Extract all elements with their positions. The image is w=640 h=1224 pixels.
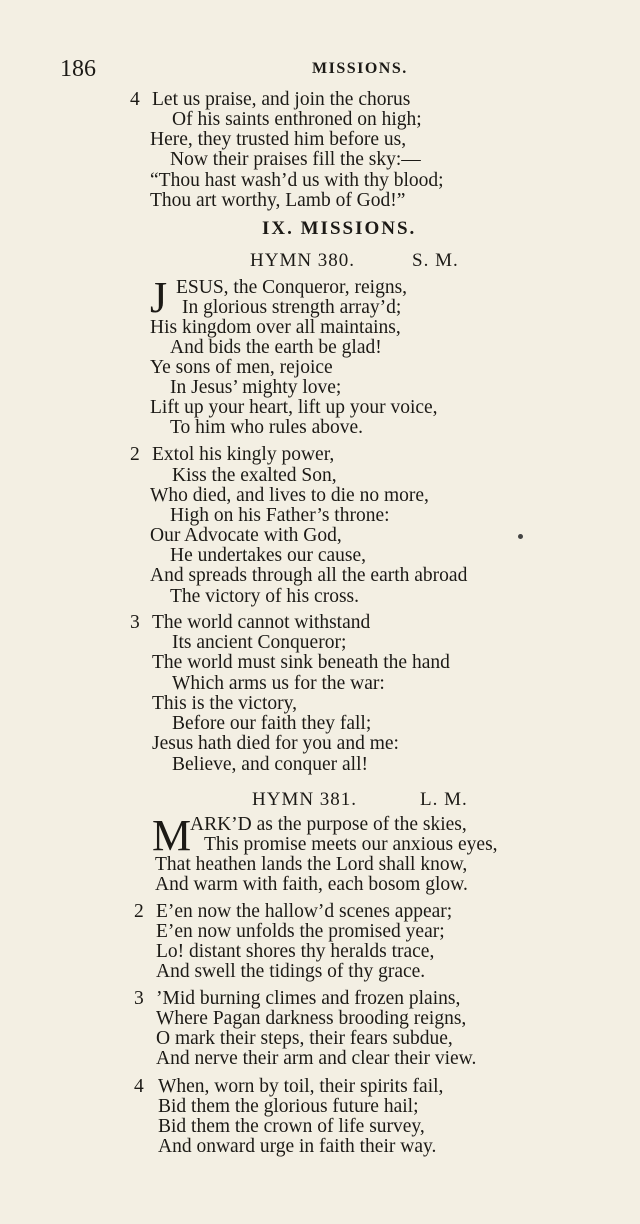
- hymn-line: Jesus hath died for you and me:: [152, 733, 399, 754]
- hymn-line: In Jesus’ mighty love;: [170, 377, 342, 398]
- drop-cap: J: [150, 273, 168, 322]
- hymn-line: Which arms us for the war:: [172, 673, 385, 694]
- hymn-line: And swell the tidings of thy grace.: [156, 961, 426, 982]
- hymn-line: E’en now unfolds the promised year;: [156, 921, 445, 942]
- hymn-line: “Thou hast wash’d us with thy blood;: [150, 170, 444, 191]
- hymn-line: Ye sons of men, rejoice: [150, 357, 333, 378]
- hymn-line: Where Pagan darkness brooding reigns,: [156, 1008, 467, 1029]
- hymn-line: His kingdom over all maintains,: [150, 317, 401, 338]
- hymn-title: HYMN 380.: [250, 250, 356, 271]
- stanza-number: 2: [130, 444, 140, 465]
- stanza-number: 4: [130, 89, 140, 110]
- hymn-line: Bid them the glorious future hail;: [158, 1096, 419, 1117]
- hymn-meter: L. M.: [420, 789, 468, 810]
- hymn-line: To him who rules above.: [170, 417, 364, 438]
- hymn-line: O mark their steps, their fears subdue,: [156, 1028, 453, 1049]
- page-number: 186: [60, 56, 96, 82]
- stanza-number: 4: [134, 1076, 144, 1097]
- hymn-line: And spreads through all the earth abroad: [150, 565, 468, 586]
- hymn-line: The world cannot withstand: [152, 612, 371, 633]
- hymn-line: Thou art worthy, Lamb of God!”: [150, 190, 406, 211]
- hymn-line: When, worn by toil, their spirits fail,: [158, 1076, 444, 1097]
- hymn-line: Let us praise, and join the chorus: [152, 89, 411, 110]
- hymn-line: That heathen lands the Lord shall know,: [155, 854, 468, 875]
- hymn-line: And warm with faith, each bosom glow.: [155, 874, 468, 895]
- hymn-line: Lift up your heart, lift up your voice,: [150, 397, 438, 418]
- hymn-line: The victory of his cross.: [170, 586, 360, 607]
- hymn-title: HYMN 381.: [252, 789, 358, 810]
- hymn-line: The world must sink beneath the hand: [152, 652, 450, 673]
- hymn-line: He undertakes our cause,: [170, 545, 366, 566]
- hymn-line: This is the victory,: [152, 693, 297, 714]
- stanza-number: 3: [130, 612, 140, 633]
- hymn-line: This promise meets our anxious eyes,: [204, 834, 498, 855]
- hymn-line: Extol his kingly power,: [152, 444, 335, 465]
- hymn-line: Now their praises fill the sky:—: [170, 149, 421, 170]
- hymn-line: Here, they trusted him before us,: [150, 129, 407, 150]
- hymn-line: Our Advocate with God,: [150, 525, 342, 546]
- hymn-line: Bid them the crown of life survey,: [158, 1116, 425, 1137]
- hymn-line: ’Mid burning climes and frozen plains,: [156, 988, 461, 1009]
- hymn-line: Before our faith they fall;: [172, 713, 372, 734]
- hymn-line: Kiss the exalted Son,: [172, 465, 337, 486]
- print-speck: [518, 534, 523, 539]
- page-header: [60, 56, 580, 84]
- hymn-line: E’en now the hallow’d scenes appear;: [156, 901, 453, 922]
- hymn-line: ESUS, the Conqueror, reigns,: [176, 277, 408, 298]
- running-head: MISSIONS.: [312, 60, 408, 77]
- hymn-line: Its ancient Conqueror;: [172, 632, 347, 653]
- hymn-line: Who died, and lives to die no more,: [150, 485, 429, 506]
- hymn-line: ARK’D as the purpose of the skies,: [190, 814, 467, 835]
- section-title: IX. MISSIONS.: [262, 218, 417, 239]
- stanza-number: 2: [134, 901, 144, 922]
- drop-cap: M: [152, 811, 192, 860]
- hymn-line: In glorious strength array’d;: [182, 297, 402, 318]
- hymn-line: Believe, and conquer all!: [172, 754, 368, 775]
- hymn-line: Lo! distant shores thy heralds trace,: [156, 941, 435, 962]
- hymn-line: And bids the earth be glad!: [170, 337, 382, 358]
- hymn-line: High on his Father’s throne:: [170, 505, 390, 526]
- hymn-line: Of his saints enthroned on high;: [172, 109, 422, 130]
- hymn-line: And nerve their arm and clear their view.: [156, 1048, 477, 1069]
- hymn-line: And onward urge in faith their way.: [158, 1136, 437, 1157]
- hymn-meter: S. M.: [412, 250, 459, 271]
- stanza-number: 3: [134, 988, 144, 1009]
